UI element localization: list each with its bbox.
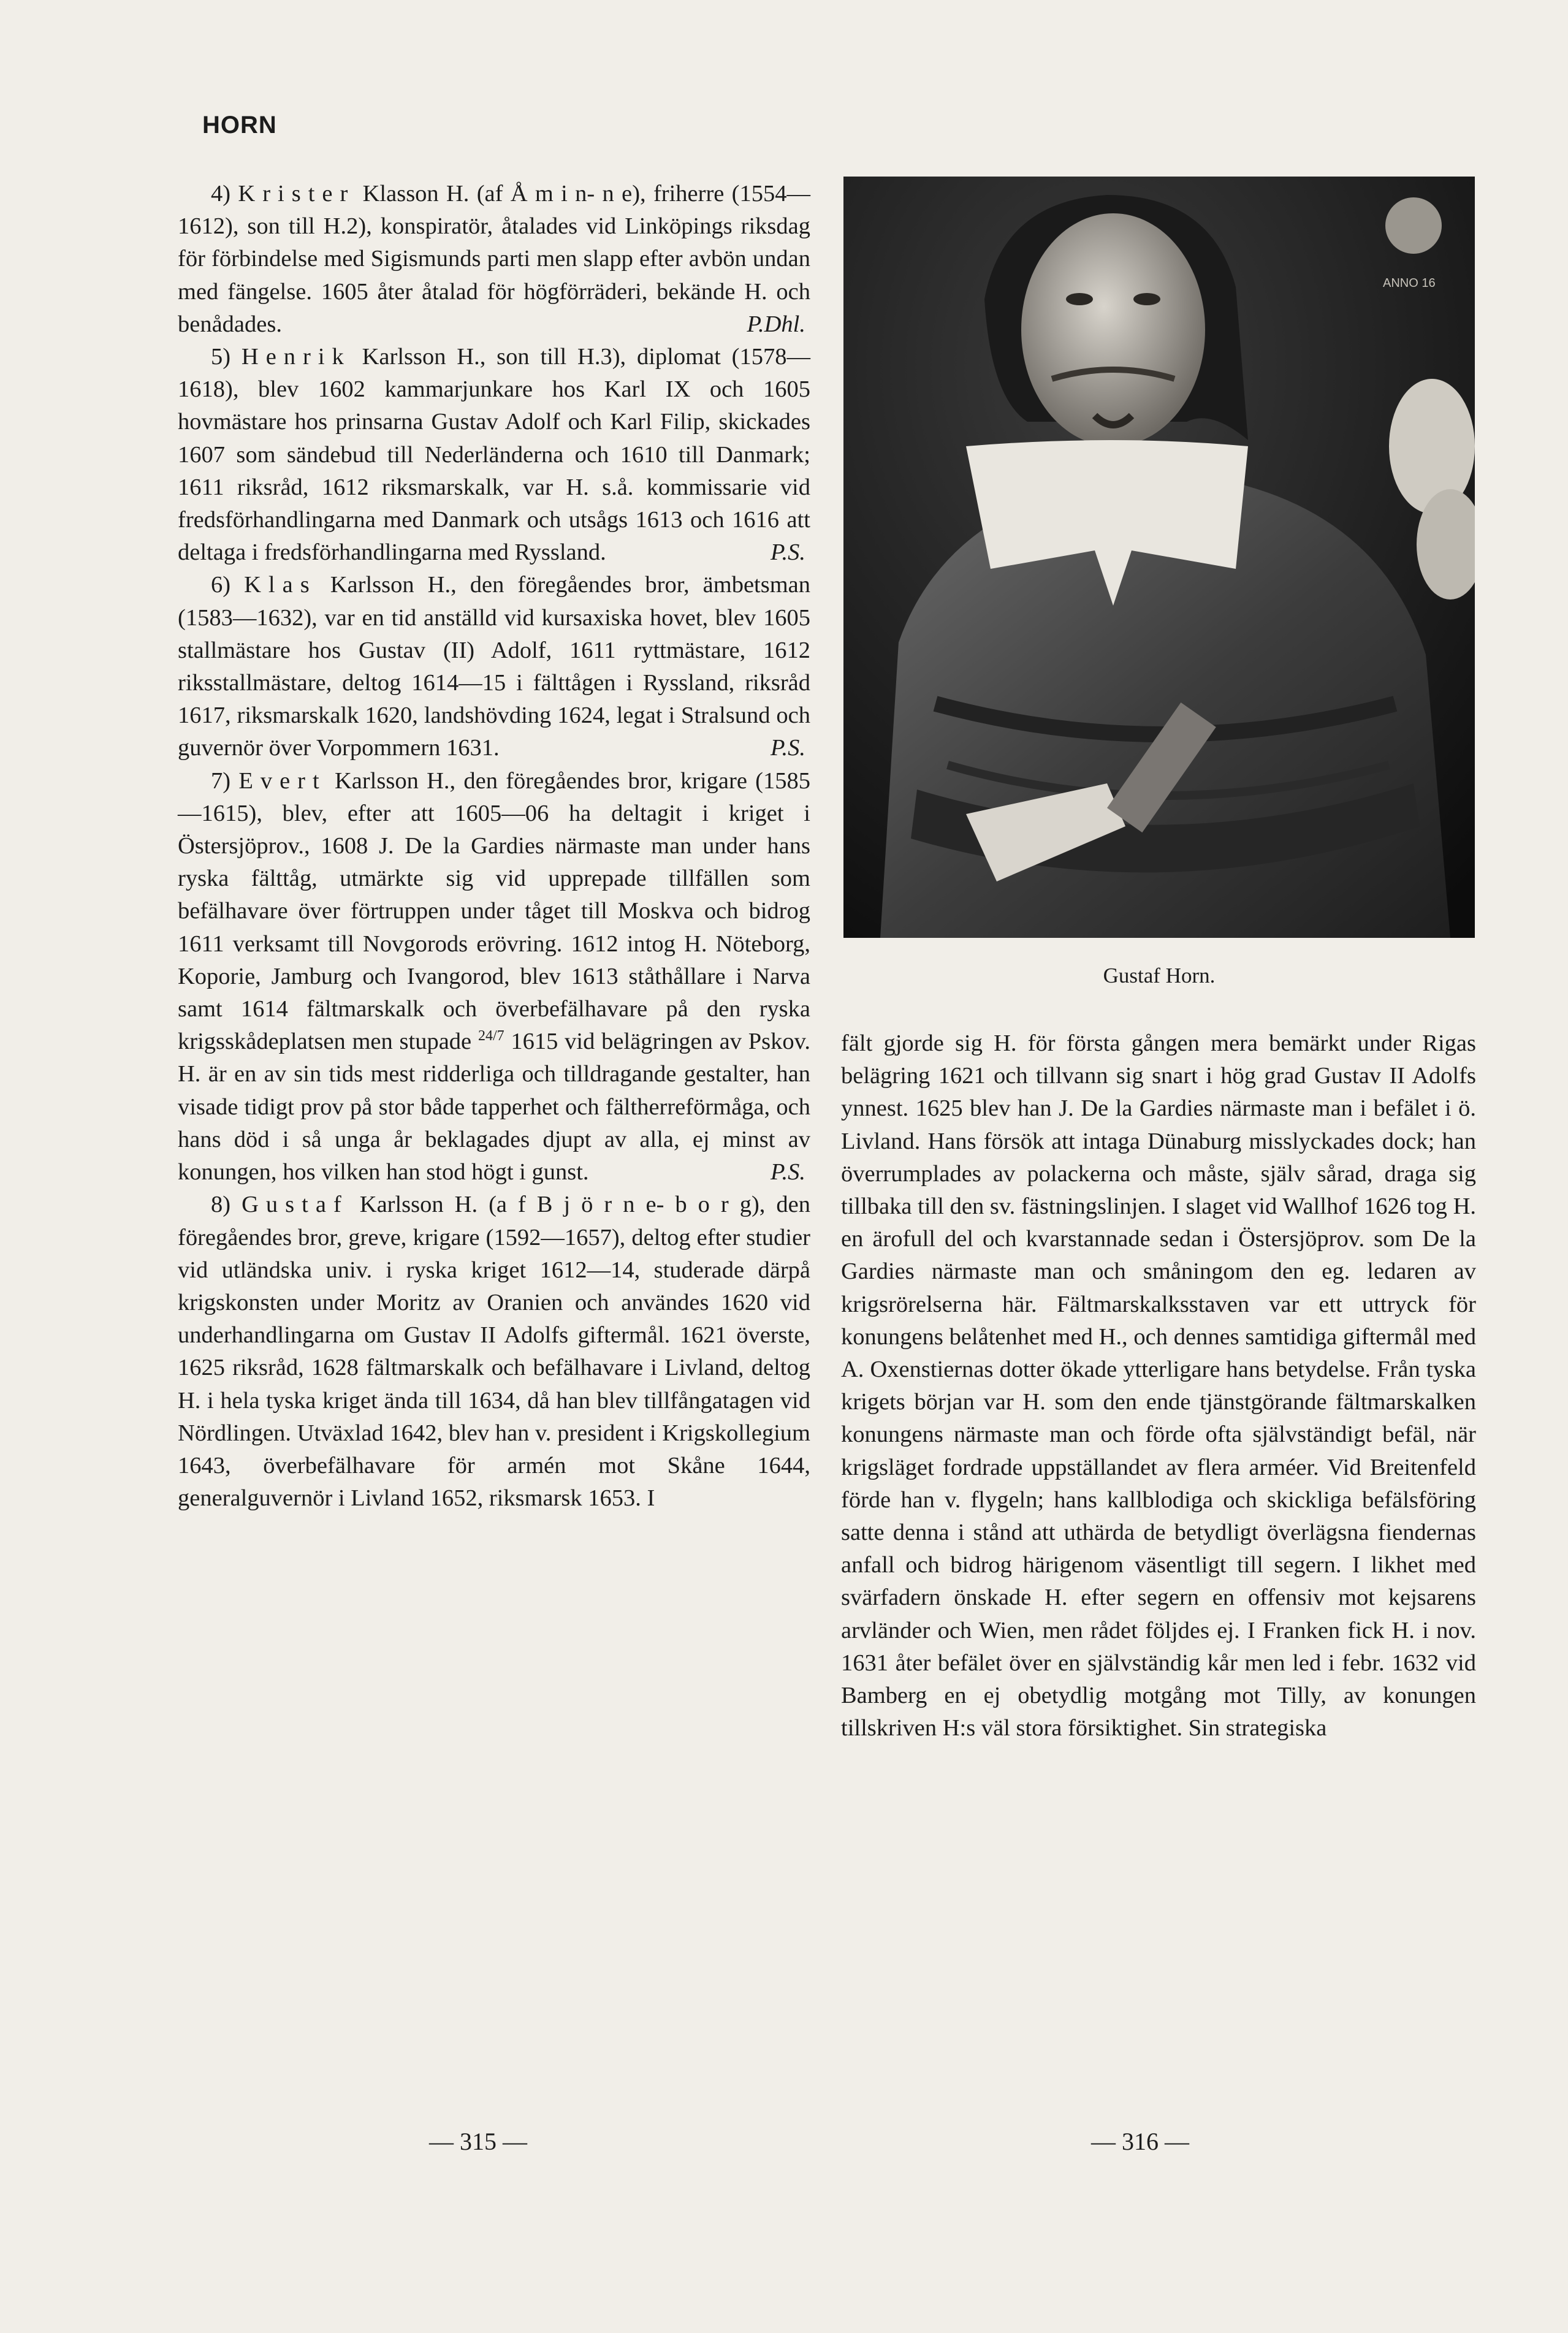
entry-number: 6): [211, 572, 231, 598]
author-signature: P.S.: [770, 735, 805, 761]
entry-evert-horn: [178, 765, 810, 1189]
figure-caption: Gustaf Horn.: [1103, 964, 1216, 988]
entry-text-continued: 1615 vid belägringen av Pskov. H. är en av sin tids mest ridderliga och tilldragande gestalter, han visade tidigt prov på stor både tapperhet och fältherreförmåga, och hans död i så unga år beklagades djupt av alla, ej minst av konungen, hos vilken han stod högt i gunst.: [178, 1029, 811, 1186]
entry-number: 8): [211, 1192, 231, 1218]
right-column: [841, 1027, 1476, 1745]
entry-name: Henrik: [241, 344, 351, 370]
entry-gustaf-horn: [178, 1189, 810, 1515]
date-fraction: 24/7: [478, 1028, 504, 1045]
entry-name: Gustaf: [242, 1192, 349, 1218]
author-signature: P.S.: [770, 1159, 805, 1186]
entry-henrik-horn: [178, 341, 810, 569]
entry-number: 4): [211, 181, 231, 207]
portrait-image: [843, 177, 1475, 938]
entry-text: Karlsson H. (a f B j ö r n e- b o r g), den föregåendes bror, greve, krigare (1592—1657), deltog efter studier vid utländska univ. i ryska kriget 1612—14, studerade därpå krigskonsten under Moritz av Oranien och användes 1620 vid underhandlingarna om Gustav II Adolfs giftermål. 1621 överste, 1625 riksråd, 1628 fältmarskalk och befälhavare i Livland, deltog H. i hela tyska kriget ända till 1634, då han blev tillfångatagen vid Nördlingen. Utväxlad 1642, blev han v. president i Krigskollegium 1643, överbefälhavare för armén mot Skåne 1644, generalguvernör i Livland 1652, riksmarsk 1653. I: [178, 1192, 811, 1512]
portrait-gustaf-horn: [843, 177, 1475, 938]
running-head: HORN: [202, 112, 277, 139]
entry-name: Klas: [244, 572, 317, 598]
page-number-left: — 315 —: [429, 2128, 527, 2155]
entry-number: 5): [211, 344, 231, 370]
left-column: [178, 178, 810, 1515]
entry-name: Krister: [238, 181, 356, 207]
entry-klas-horn: [178, 569, 810, 764]
entry-gustaf-horn-continued: fält gjorde sig H. för första gången mera bemärkt under Rigas belägring 1621 och tillvann sig snart i hög grad Gustav II Adolfs ynnest. 1625 blev han J. De la Gardies närmaste man i befälet i ö. Livland. Hans försök att intaga Dünaburg misslyckades dock; han överrumplades av polackerna och måste, själv sårad, draga sig tillbaka till den sv. fästningslinjen. I slaget vid Wallhof 1626 tog H. en ärofull del och kvarstannade sedan i Östersjöprov. som De la Gardies närmaste man och småningom den eg. ledaren av krigsrörelserna här. Fältmarskalksstaven var ett uttryck för konungens belåtenhet med H., och dennes samtidiga giftermål med A. Oxenstiernas dotter ökade ytterligare hans betydelse. Från tyska krigets början var H. som den ende tjänstgörande fältmarskalken konungens närmaste man och förde ofta självständigt befäl, när krigsläget fordrade uppställandet av flera arméer. Vid Breitenfeld förde han v. flygeln; hans kallblodiga och skickliga befälsföring satte denna i stånd att uthärda de betydligt överlägsna fiendernas anfall och bidrog härigenom väsentligt till segern. I likhet med svärfadern önskade H. efter segern en offensiv mot kejsarens arvländer och Wien, men rådet följdes ej. I Franken fick H. i nov. 1631 åter befälet över en självständig kår men led i febr. 1632 vid Bamberg en ej obetydlig motgång mot Tilly, av konungen tillskriven H:s väl stora försiktighet. Sin strategiska: [841, 1030, 1476, 1741]
portrait-inscription: ANNO 16: [1383, 276, 1436, 290]
page-number-right: — 316 —: [1091, 2128, 1189, 2155]
entry-text: Karlsson H., son till H.3), diplomat (1578—1618), blev 1602 kammarjunkare hos Karl IX och 1605 hovmästare hos prinsarna Gustav Adolf och Karl Filip, skickades 1607 som sändebud till Nederländerna och 1610 till Danmark; 1611 riksråd, 1612 riksmarskalk, var H. s.å. kommissarie vid fredsförhandlingarna med Danmark och utsågs 1613 och 1616 att deltaga i fredsförhandlingarna med Ryssland.: [178, 344, 810, 566]
entry-text: Karlsson H., den föregåendes bror, krigare (1585—1615), blev, efter att 1605—06 ha deltagit i kriget i Östersjöprov., 1608 J. De la Gardies närmaste man under hans ryska fälttåg, utmärkte sig vid upprepade tillfällen som befälhavare över förtruppen under tåget till Moskva och bidrog 1611 verksamt till Novgorods erövring. 1612 intog H. Nöteborg, Koporie, Jamburg och Ivangorod, blev 1613 ståthållare i Narva samt 1614 fältmarskalk och överbefälhavare på den ryska krigsskådeplatsen men stupade: [178, 767, 810, 1055]
entry-text: Klasson H. (af Å m i n- n e), friherre (1554—1612), son till H.2), konspiratör, åtalades vid Linköpings riksdag för förbindelse med Sigismunds parti men slapp efter avbön undan med fängelse. 1605 åter åtalad för högförräderi, bekände H. och benådades.: [178, 181, 810, 337]
entry-krister-horn: [178, 178, 810, 341]
entry-number: 7): [211, 767, 231, 794]
entry-text: Karlsson H., den föregåendes bror, ämbetsman (1583—1632), var en tid anställd vid kursaxiska hovet, blev 1605 stallmästare hos Gustav (II) Adolf, 1611 ryttmästare, 1612 riksstallmästare, deltog 1614—15 i fälttågen i Ryssland, riksråd 1617, riksmarskalk 1620, landshövding 1624, legat i Stralsund och guvernör över Vorpommern 1631.: [178, 572, 811, 761]
author-signature: P.Dhl.: [747, 311, 805, 337]
author-signature: P.S.: [770, 539, 805, 566]
entry-name: Evert: [238, 767, 327, 794]
